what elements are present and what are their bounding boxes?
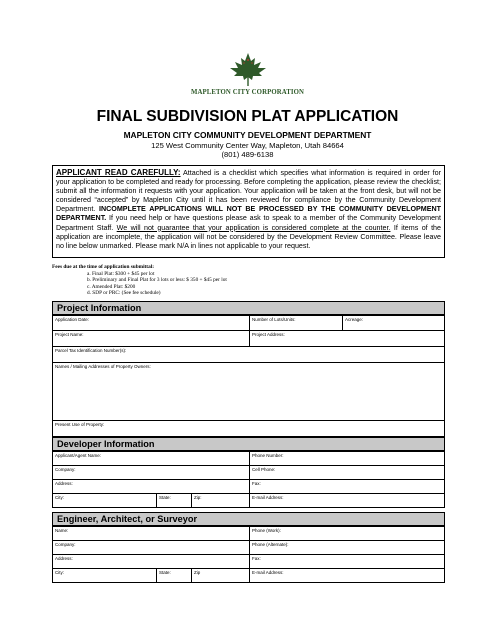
notice-lead: APPLICANT READ CAREFULLY: [56,168,181,177]
engineer-address-field[interactable]: Address: [53,555,250,568]
engineer-name-field[interactable]: Name: [53,527,250,540]
section-header-developer: Developer Information [52,437,445,452]
maple-leaf-icon [226,52,270,88]
project-name-field[interactable]: Project Name: [53,331,250,346]
form-row [52,494,445,508]
form-row [52,347,445,363]
fees-list [52,264,352,297]
fee-item: a. Final Plat: $300 + $45 per lot [87,270,155,277]
notice-text-3: If items of the application are incomplete, the application will not be considered by the Development Review Committee. Please leave no line below unmarked. Please mark N/A in lines not applicable to your request. [56,223,441,250]
department-name: MAPLETON CITY COMMUNITY DEVELOPMENT DEPARTMENT [123,130,372,140]
notice-box [52,165,445,258]
page-title: FINAL SUBDIVISION PLAT APPLICATION [96,108,399,125]
form-row [52,569,445,583]
developer-email-field[interactable]: E-mail Address: [252,495,284,500]
developer-state-field[interactable]: State: [157,494,192,507]
form-row [52,527,445,541]
developer-address-field[interactable]: Address: [53,480,250,493]
engineer-email-field[interactable]: E-mail Address: [252,570,284,575]
developer-zip-field[interactable]: Zip: [192,494,250,507]
acreage-field[interactable]: Acreage: [345,317,364,322]
developer-city-field[interactable]: City: [53,494,157,507]
logo-org-name: MAPLETON CITY CORPORATION [190,89,305,96]
project-address-field[interactable]: Project Address: [252,332,285,337]
parcel-ids-field[interactable]: Parcel Tax Identification Number(s): [55,348,127,353]
notice-bold: INCOMPLETE APPLICATIONS WILL NOT BE PROCESSED BY THE COMMUNITY DEVELOPMENT DEPARTMENT. [56,205,441,223]
form-row [52,480,445,494]
fee-item: d. SDP or PRC: (See fee schedule) [87,290,161,297]
present-use-field[interactable]: Present Use of Property: [55,422,105,427]
engineer-phone-alt-field[interactable]: Phone (Alternate): [252,542,289,547]
form-row [52,541,445,555]
form-row [52,363,445,421]
developer-cell-phone-field[interactable]: Cell Phone: [252,467,276,472]
city-logo [0,52,495,96]
section-header-project: Project Information [52,301,445,316]
section-header-engineer: Engineer, Architect, or Surveyor [52,512,445,527]
fee-item: c. Amended Plat: $200 [87,283,136,290]
notice-underlined: We will not guarantee that your application is considered complete at the counter. [116,223,391,232]
engineer-city-field[interactable]: City: [53,569,157,582]
department-contact [0,141,495,160]
engineer-phone-work-field[interactable]: Phone (Work): [252,528,281,533]
fee-item: b. Preliminary and Final Plat for 3 lots or less: $ 350 + $45 per lot [87,277,227,284]
form-row [52,421,445,437]
form-row [52,331,445,347]
agent-name-field[interactable]: Applicant/Agent Name: [53,452,250,465]
engineer-company-field[interactable]: Company: [53,541,250,554]
engineer-state-field[interactable]: State: [157,569,192,582]
form-row [52,316,445,331]
form-row [52,555,445,569]
number-of-lots-field[interactable]: Number of Lots/Units: [250,316,343,330]
developer-company-field[interactable]: Company: [53,466,250,479]
application-date-field[interactable]: Application Date: [53,316,250,330]
developer-phone-field[interactable]: Phone Number: [252,453,284,458]
notice-text-1: Attached is a checklist which specifies what information is required in order for your application to be completed and ready for processing. Before completing the application, please review the checklist; submit all the information it requests with your application. Your application will be taken at the front desk, but will not be considered “accepted” by Mapleton City until it has been reviewed for compliance by the Community Development Department. [56,169,442,214]
developer-fax-field[interactable]: Fax: [252,481,261,486]
engineer-zip-field[interactable]: Zip [192,569,250,582]
department-phone: (801) 489-6138 [221,150,274,160]
department-address: 125 West Community Center Way, Mapleton, Utah 84664 [151,141,344,150]
form-row [52,452,445,466]
engineer-fax-field[interactable]: Fax: [252,556,261,561]
property-owners-field[interactable]: Names / Mailing Addresses of Property Owners: [55,364,151,369]
form-row [52,466,445,480]
fees-title: Fees due at the time of application submittal: [52,264,154,270]
notice-text-2: If you need help or have questions please ask to speak to a member of the Community Development Department Staff. [56,214,441,232]
